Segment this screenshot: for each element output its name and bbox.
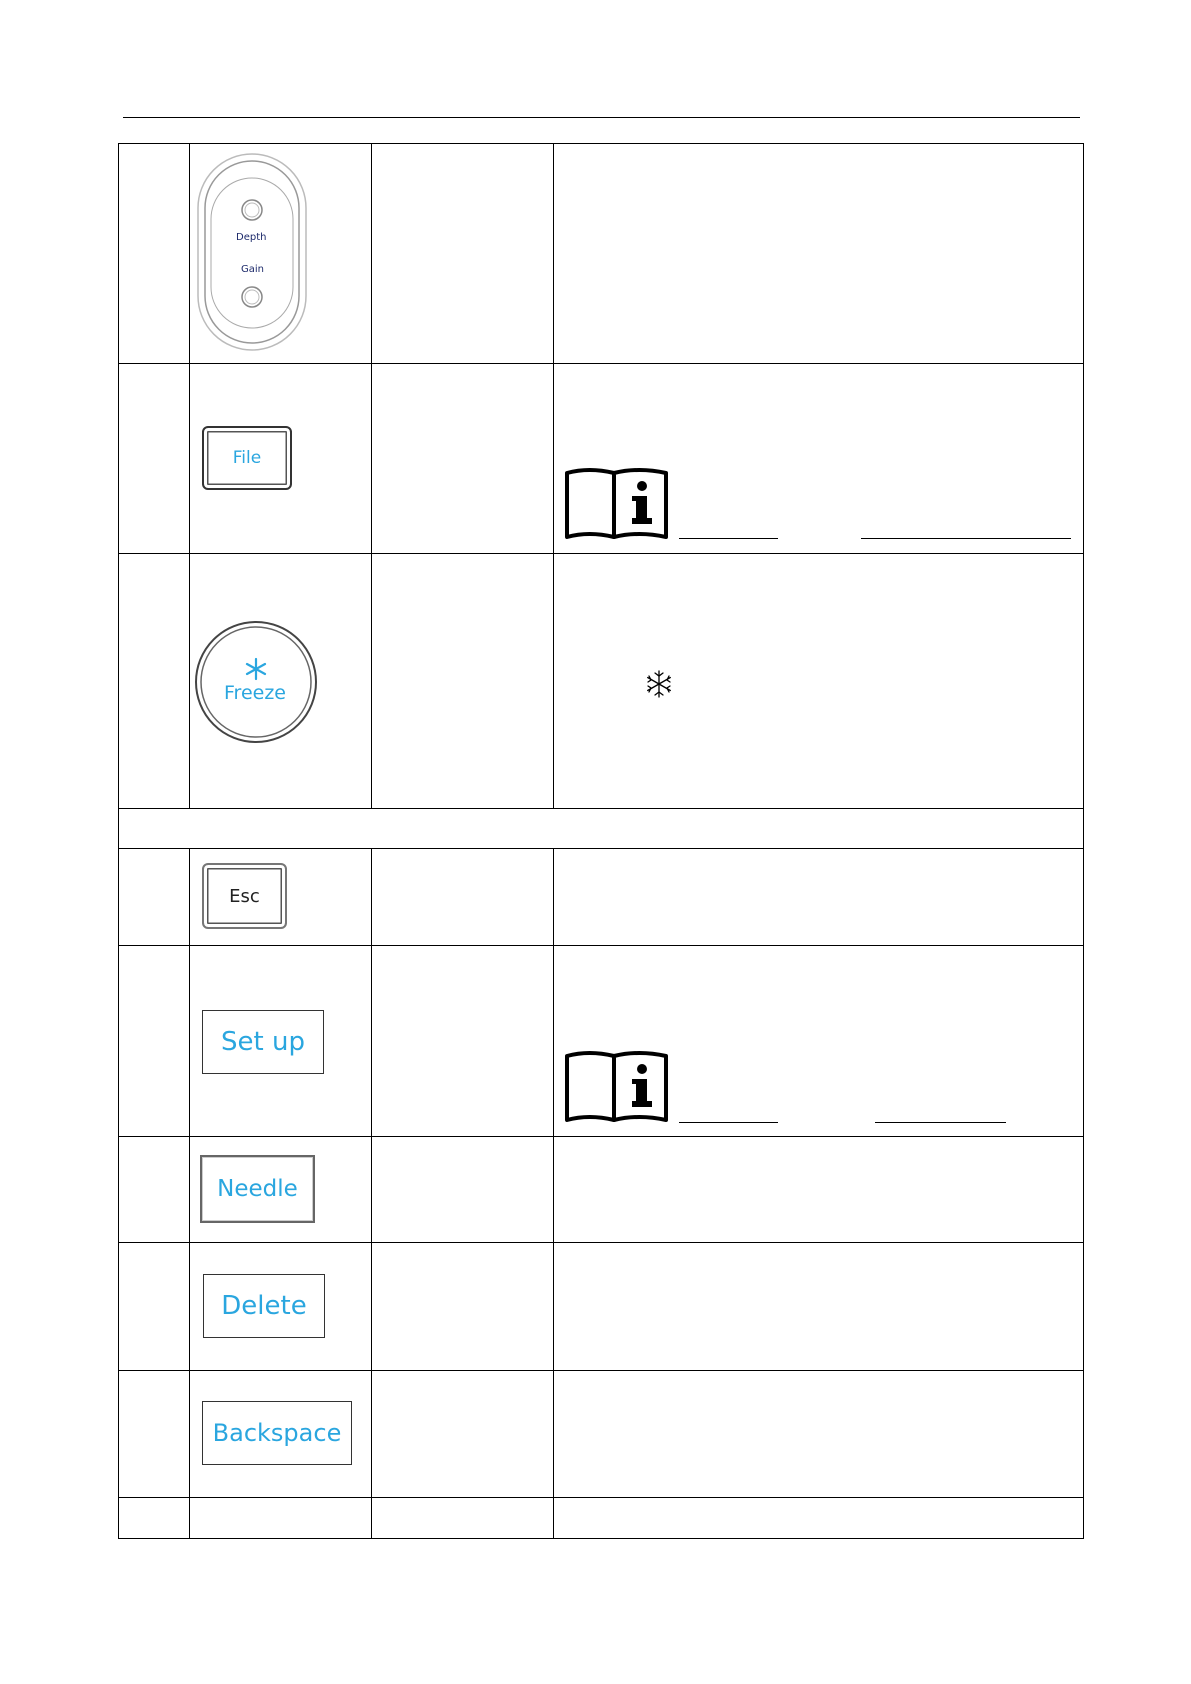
depth-label: Depth: [236, 232, 267, 243]
table-row: [119, 1137, 1084, 1243]
description-cell: [554, 946, 1084, 1137]
key-name-cell: [372, 1498, 554, 1539]
key-name-cell: [372, 144, 554, 364]
description-cell: [554, 1498, 1084, 1539]
table-row: [119, 1498, 1084, 1539]
key-name-cell: [372, 849, 554, 946]
number-cell: [119, 554, 190, 809]
number-cell: [119, 1371, 190, 1498]
description-cell: [554, 144, 1084, 364]
table-row: [119, 849, 1084, 946]
number-cell: [119, 946, 190, 1137]
description-cell: [554, 554, 1084, 809]
table-row: [119, 554, 1084, 809]
description-cell: [554, 1371, 1084, 1498]
section-header-row: [119, 809, 1084, 849]
esc-key: [202, 863, 287, 929]
key-name-cell: [372, 946, 554, 1137]
file-key: [202, 426, 292, 490]
delete-key-label: Delete: [221, 1291, 307, 1321]
freeze-key-ring: [190, 554, 372, 808]
table-row: [119, 1243, 1084, 1371]
key-function-table: [118, 143, 1084, 1539]
number-cell: [119, 1137, 190, 1243]
table-row: [119, 144, 1084, 364]
depth-gain-knob-icon: [190, 144, 372, 363]
freeze-key-label: Freeze: [224, 682, 286, 704]
file-key-label: File: [232, 448, 262, 468]
key-image-cell: [190, 1137, 372, 1243]
needle-key: [200, 1155, 315, 1223]
key-image-cell: [190, 849, 372, 946]
number-cell: [119, 1498, 190, 1539]
number-cell: [119, 849, 190, 946]
table-row: [119, 946, 1084, 1137]
key-name-cell: [372, 1243, 554, 1371]
reference-underline: [679, 538, 778, 539]
table-row: [119, 364, 1084, 554]
number-cell: [119, 1243, 190, 1371]
key-name-cell: [372, 1371, 554, 1498]
table-row: [119, 1371, 1084, 1498]
section-header-cell: [119, 809, 1084, 849]
key-image-cell: [190, 946, 372, 1137]
key-image-cell: [190, 144, 372, 364]
key-image-cell: [190, 1498, 372, 1539]
key-image-cell: [190, 1371, 372, 1498]
manual-info-icon: [564, 465, 670, 541]
esc-key-label: Esc: [229, 885, 260, 907]
backspace-key-label: Backspace: [212, 1419, 342, 1447]
number-cell: [119, 144, 190, 364]
setup-key-label: Set up: [221, 1027, 305, 1057]
key-name-cell: [372, 554, 554, 809]
description-cell: [554, 1243, 1084, 1371]
reference-underline: [861, 538, 1071, 539]
key-image-cell: [190, 554, 372, 809]
header-rule: [123, 117, 1080, 118]
delete-key: [203, 1274, 325, 1338]
key-name-cell: [372, 1137, 554, 1243]
key-image-cell: [190, 1243, 372, 1371]
needle-key-label: Needle: [217, 1176, 298, 1202]
snowflake-icon: [644, 669, 674, 699]
description-cell: [554, 1137, 1084, 1243]
reference-underline: [875, 1122, 1006, 1123]
description-cell: [554, 364, 1084, 554]
reference-underline: [679, 1122, 778, 1123]
manual-info-icon: [564, 1048, 670, 1124]
backspace-key: [202, 1401, 352, 1465]
number-cell: [119, 364, 190, 554]
gain-label: Gain: [241, 264, 264, 275]
key-name-cell: [372, 364, 554, 554]
setup-key: [202, 1010, 324, 1074]
key-image-cell: [190, 364, 372, 554]
description-cell: [554, 849, 1084, 946]
